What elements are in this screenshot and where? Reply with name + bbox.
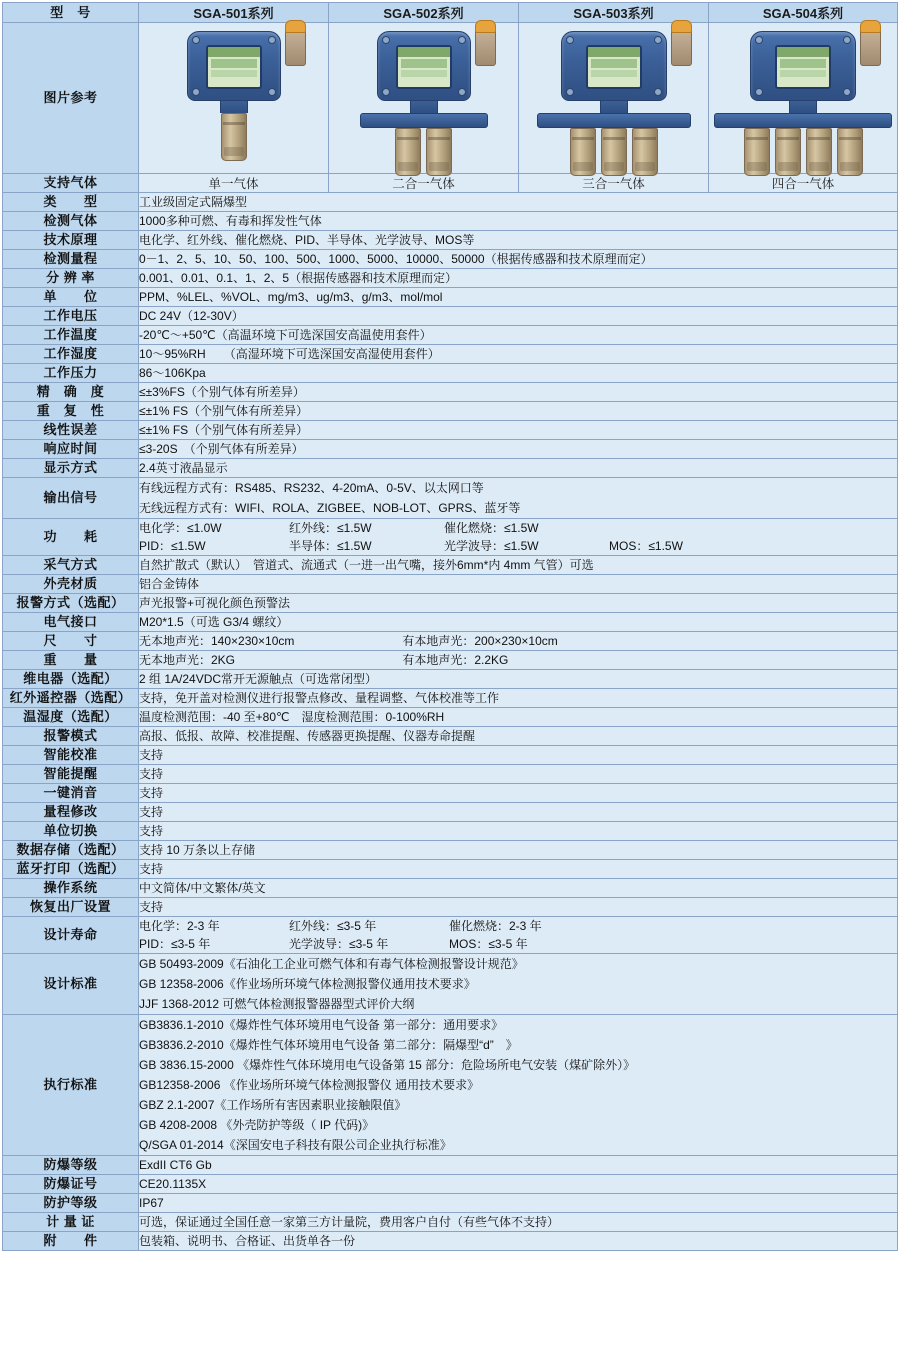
table-row-exec-standard bbox=[3, 1015, 898, 1156]
power-electrochemical: 电化学：≤1.0W bbox=[139, 521, 222, 535]
row-value: ≤±1% FS（个别气体有所差异） bbox=[139, 421, 898, 440]
table-row bbox=[3, 212, 898, 231]
alarm-beacon-icon bbox=[475, 28, 496, 66]
row-value: 支持 bbox=[139, 746, 898, 765]
table-row bbox=[3, 440, 898, 459]
row-label: 显示方式 bbox=[3, 459, 139, 478]
table-row-model bbox=[3, 3, 898, 23]
table-row-images bbox=[3, 23, 898, 174]
table-row bbox=[3, 193, 898, 212]
table-row bbox=[3, 613, 898, 632]
life-electrochemical: 电化学：2-3 年 bbox=[139, 919, 220, 933]
row-value: 高报、低报、故障、校准提醒、传感器更换提醒、仪器寿命提醒 bbox=[139, 727, 898, 746]
table-row bbox=[3, 383, 898, 402]
device-image-502 bbox=[329, 23, 519, 174]
row-value: 铝合金铸体 bbox=[139, 575, 898, 594]
detector-housing-icon bbox=[187, 31, 281, 101]
exec-standard-item: GB3836.1-2010《爆炸性气体环境用电气设备 第一部分：通用要求》 bbox=[139, 1018, 504, 1032]
row-label: 蓝牙打印（选配） bbox=[3, 860, 139, 879]
row-label: 量程修改 bbox=[3, 803, 139, 822]
power-mos: MOS：≤1.5W bbox=[609, 539, 683, 553]
table-row bbox=[3, 822, 898, 841]
table-row bbox=[3, 269, 898, 288]
row-label: 红外遥控器（选配） bbox=[3, 689, 139, 708]
row-label: 响应时间 bbox=[3, 440, 139, 459]
table-row bbox=[3, 594, 898, 613]
device-image-501 bbox=[139, 23, 329, 174]
row-label: 检测气体 bbox=[3, 212, 139, 231]
row-label: 精 确 度 bbox=[3, 383, 139, 402]
row-label: 防爆等级 bbox=[3, 1156, 139, 1175]
sensor-probe-icon bbox=[395, 128, 421, 176]
table-row bbox=[3, 860, 898, 879]
table-row-power bbox=[3, 519, 898, 556]
row-label: 分 辨 率 bbox=[3, 269, 139, 288]
row-value: M20*1.5（可选 G3/4 螺纹） bbox=[139, 613, 898, 632]
row-label: 检测量程 bbox=[3, 250, 139, 269]
sensor-probe-icon bbox=[806, 128, 832, 176]
table-row bbox=[3, 784, 898, 803]
row-value: 0－1、2、5、10、50、100、500、1000、5000、10000、50000（根据传感器和技术原理而定） bbox=[139, 250, 898, 269]
table-row-output bbox=[3, 478, 898, 519]
table-row bbox=[3, 708, 898, 727]
table-row-design-standard bbox=[3, 954, 898, 1015]
weight-no-alarm: 无本地声光：2KG bbox=[139, 653, 236, 667]
alarm-beacon-icon bbox=[671, 28, 692, 66]
row-value-design-standard bbox=[139, 954, 898, 1015]
table-row bbox=[3, 746, 898, 765]
row-value: ≤±1% FS（个别气体有所差异） bbox=[139, 402, 898, 421]
exec-standard-item: GB 4208-2008 《外壳防护等级（ IP 代码)》 bbox=[139, 1118, 375, 1132]
row-value: 支持 bbox=[139, 822, 898, 841]
power-line-1 bbox=[139, 519, 897, 537]
table-row bbox=[3, 250, 898, 269]
power-line-2 bbox=[139, 537, 897, 555]
sensor-probe-group bbox=[537, 128, 691, 176]
model-502: SGA-502系列 bbox=[329, 3, 519, 23]
exec-standard-item: Q/SGA 01-2014《深国安电子科技有限公司企业执行标准》 bbox=[139, 1138, 452, 1152]
detector-housing-icon bbox=[561, 31, 667, 101]
output-wireless: 无线远程方式有：WIFI、ROLA、ZIGBEE、NOB-LOT、GPRS、蓝牙等 bbox=[139, 501, 521, 515]
row-label: 技术原理 bbox=[3, 231, 139, 250]
row-value: 包装箱、说明书、合格证、出货单各一份 bbox=[139, 1232, 898, 1251]
power-pid: PID：≤1.5W bbox=[139, 539, 206, 553]
model-504: SGA-504系列 bbox=[709, 3, 898, 23]
row-value: 86～106Kpa bbox=[139, 364, 898, 383]
alarm-beacon-icon bbox=[285, 28, 306, 66]
exec-standard-item: GB 3836.15-2000 《爆炸性气体环境用电气设备第 15 部分：危险场所电气安装（煤矿除外）》 bbox=[139, 1058, 636, 1072]
design-standard-item: GB 50493-2009《石油化工企业可燃气体和有毒气体检测报警设计规范》 bbox=[139, 957, 524, 971]
row-value: 温度检测范围：-40 至+80℃ 湿度检测范围：0-100%RH bbox=[139, 708, 898, 727]
row-value: 电化学、红外线、催化燃烧、PID、半导体、光学波导、MOS等 bbox=[139, 231, 898, 250]
table-row bbox=[3, 1213, 898, 1232]
row-label-image: 图片参考 bbox=[3, 23, 139, 174]
row-label: 采气方式 bbox=[3, 556, 139, 575]
power-optical: 光学波导：≤1.5W bbox=[444, 539, 539, 553]
sensor-probe-icon bbox=[775, 128, 801, 176]
row-value: 2.4英寸液晶显示 bbox=[139, 459, 898, 478]
row-label: 工作湿度 bbox=[3, 345, 139, 364]
row-label-gas: 支持气体 bbox=[3, 174, 139, 193]
weight-with-alarm: 有本地声光：2.2KG bbox=[402, 653, 509, 667]
row-label-design-standard: 设计标准 bbox=[3, 954, 139, 1015]
row-value: 工业级固定式隔爆型 bbox=[139, 193, 898, 212]
table-row bbox=[3, 307, 898, 326]
row-label: 数据存储（选配） bbox=[3, 841, 139, 860]
power-semiconductor: 半导体：≤1.5W bbox=[289, 539, 372, 553]
row-value: DC 24V（12-30V） bbox=[139, 307, 898, 326]
row-value: 0.001、0.01、0.1、1、2、5（根据传感器和技术原理而定） bbox=[139, 269, 898, 288]
row-value: 2 组 1A/24VDC常开无源触点（可选常闭型） bbox=[139, 670, 898, 689]
device-image-503 bbox=[519, 23, 709, 174]
table-row bbox=[3, 1175, 898, 1194]
model-503: SGA-503系列 bbox=[519, 3, 709, 23]
row-value: 声光报警+可视化颜色预警法 bbox=[139, 594, 898, 613]
row-label: 重 复 性 bbox=[3, 402, 139, 421]
sensor-probe-icon bbox=[570, 128, 596, 176]
size-no-alarm: 无本地声光：140×230×10cm bbox=[139, 634, 295, 648]
display-screen-icon bbox=[396, 45, 452, 89]
design-standard-item: GB 12358-2006《作业场所环境气体检测报警仪通用技术要求》 bbox=[139, 977, 476, 991]
table-row bbox=[3, 1156, 898, 1175]
row-label: 温湿度（选配） bbox=[3, 708, 139, 727]
row-label: 恢复出厂设置 bbox=[3, 898, 139, 917]
row-label: 线性误差 bbox=[3, 421, 139, 440]
row-label: 工作压力 bbox=[3, 364, 139, 383]
row-value-life bbox=[139, 917, 898, 954]
row-value: 支持 bbox=[139, 898, 898, 917]
device-image-504 bbox=[709, 23, 898, 174]
spec-sheet bbox=[0, 2, 899, 1251]
row-label: 智能校准 bbox=[3, 746, 139, 765]
display-screen-icon bbox=[586, 45, 642, 89]
row-label: 工作温度 bbox=[3, 326, 139, 345]
life-line-1 bbox=[139, 917, 897, 935]
table-row bbox=[3, 727, 898, 746]
table-row-size bbox=[3, 632, 898, 651]
table-row-weight bbox=[3, 651, 898, 670]
sensor-probe-icon bbox=[837, 128, 863, 176]
row-label: 计 量 证 bbox=[3, 1213, 139, 1232]
life-optical: 光学波导：≤3-5 年 bbox=[289, 937, 389, 951]
row-value: 支持，免开盖对检测仪进行报警点修改、量程调整、气体校准等工作 bbox=[139, 689, 898, 708]
detector-housing-icon bbox=[377, 31, 471, 101]
table-row bbox=[3, 670, 898, 689]
gas-value-501: 单一气体 bbox=[139, 174, 329, 193]
table-row bbox=[3, 1194, 898, 1213]
sensor-probe-group bbox=[714, 128, 892, 176]
gas-value-504: 四合一气体 bbox=[709, 174, 898, 193]
alarm-beacon-icon bbox=[860, 28, 881, 66]
row-label: 单位切换 bbox=[3, 822, 139, 841]
sensor-probe-icon bbox=[221, 113, 247, 161]
row-label: 类 型 bbox=[3, 193, 139, 212]
sensor-probe-group bbox=[187, 113, 281, 161]
specification-table bbox=[2, 2, 898, 1251]
table-row bbox=[3, 402, 898, 421]
table-row bbox=[3, 556, 898, 575]
power-infrared: 红外线：≤1.5W bbox=[289, 521, 372, 535]
row-value-size bbox=[139, 632, 898, 651]
row-label-power: 功 耗 bbox=[3, 519, 139, 556]
model-501: SGA-501系列 bbox=[139, 3, 329, 23]
row-label: 操作系统 bbox=[3, 879, 139, 898]
row-label: 报警模式 bbox=[3, 727, 139, 746]
row-value: 支持 bbox=[139, 784, 898, 803]
table-row bbox=[3, 288, 898, 307]
row-value-exec-standard bbox=[139, 1015, 898, 1156]
row-value: 1000多种可燃、有毒和挥发性气体 bbox=[139, 212, 898, 231]
row-label: 智能提醒 bbox=[3, 765, 139, 784]
sensor-probe-group bbox=[360, 128, 488, 176]
display-screen-icon bbox=[775, 45, 831, 89]
row-value: CE20.1135X bbox=[139, 1175, 898, 1194]
table-row bbox=[3, 841, 898, 860]
table-row-life bbox=[3, 917, 898, 954]
table-row bbox=[3, 1232, 898, 1251]
row-label: 防护等级 bbox=[3, 1194, 139, 1213]
row-label-model: 型 号 bbox=[3, 3, 139, 23]
row-label: 电气接口 bbox=[3, 613, 139, 632]
row-label: 单 位 bbox=[3, 288, 139, 307]
life-catalytic: 催化燃烧：2-3 年 bbox=[449, 919, 542, 933]
life-line-2 bbox=[139, 935, 897, 953]
sensor-probe-icon bbox=[744, 128, 770, 176]
row-value: 可选，保证通过全国任意一家第三方计量院，费用客户自付（有些气体不支持） bbox=[139, 1213, 898, 1232]
row-label: 一键消音 bbox=[3, 784, 139, 803]
row-label-weight: 重 量 bbox=[3, 651, 139, 670]
gas-value-503: 三合一气体 bbox=[519, 174, 709, 193]
row-label-exec-standard: 执行标准 bbox=[3, 1015, 139, 1156]
row-value-weight bbox=[139, 651, 898, 670]
design-standard-item: JJF 1368-2012 可燃气体检测报警器器型式评价大纲 bbox=[139, 997, 415, 1011]
detector-housing-icon bbox=[750, 31, 856, 101]
row-label-output: 输出信号 bbox=[3, 478, 139, 519]
table-row bbox=[3, 879, 898, 898]
table-row bbox=[3, 345, 898, 364]
row-value: IP67 bbox=[139, 1194, 898, 1213]
sensor-probe-icon bbox=[632, 128, 658, 176]
table-row bbox=[3, 364, 898, 383]
row-value: ≤±3%FS（个别气体有所差异） bbox=[139, 383, 898, 402]
row-value: 中文简体/中文繁体/英文 bbox=[139, 879, 898, 898]
row-label: 附 件 bbox=[3, 1232, 139, 1251]
row-label: 外壳材质 bbox=[3, 575, 139, 594]
life-pid: PID：≤3-5 年 bbox=[139, 937, 211, 951]
row-label-size: 尺 寸 bbox=[3, 632, 139, 651]
row-value: PPM、%LEL、%VOL、mg/m3、ug/m3、g/m3、mol/mol bbox=[139, 288, 898, 307]
row-value: 支持 bbox=[139, 803, 898, 822]
row-value: 自然扩散式（默认） 管道式、流通式（一进一出气嘴，接外6mm*内 4mm 气管）可选 bbox=[139, 556, 898, 575]
row-value: -20℃～+50℃（高温环境下可选深国安高温使用套件） bbox=[139, 326, 898, 345]
row-value-output bbox=[139, 478, 898, 519]
row-label: 维电器（选配） bbox=[3, 670, 139, 689]
row-label: 报警方式（选配） bbox=[3, 594, 139, 613]
table-row-gas bbox=[3, 174, 898, 193]
display-screen-icon bbox=[206, 45, 262, 89]
row-value: ExdII CT6 Gb bbox=[139, 1156, 898, 1175]
row-label: 防爆证号 bbox=[3, 1175, 139, 1194]
table-row bbox=[3, 326, 898, 345]
row-value-power bbox=[139, 519, 898, 556]
table-row bbox=[3, 231, 898, 250]
row-value: ≤3-20S （个别气体有所差异） bbox=[139, 440, 898, 459]
output-wired: 有线远程方式有：RS485、RS232、4-20mA、0-5V、以太网口等 bbox=[139, 481, 484, 495]
row-label-life: 设计寿命 bbox=[3, 917, 139, 954]
size-with-alarm: 有本地声光：200×230×10cm bbox=[402, 634, 558, 648]
row-value: 支持 bbox=[139, 860, 898, 879]
table-row bbox=[3, 765, 898, 784]
table-row bbox=[3, 898, 898, 917]
table-row bbox=[3, 575, 898, 594]
row-label: 工作电压 bbox=[3, 307, 139, 326]
life-mos: MOS：≤3-5 年 bbox=[449, 937, 528, 951]
row-value: 10～95%RH （高湿环境下可选深国安高湿使用套件） bbox=[139, 345, 898, 364]
row-value: 支持 10 万条以上存储 bbox=[139, 841, 898, 860]
power-catalytic: 催化燃烧：≤1.5W bbox=[444, 521, 539, 535]
table-row bbox=[3, 803, 898, 822]
table-row bbox=[3, 689, 898, 708]
gas-value-502: 二合一气体 bbox=[329, 174, 519, 193]
exec-standard-item: GB12358-2006 《作业场所环境气体检测报警仪 通用技术要求》 bbox=[139, 1078, 480, 1092]
life-infrared: 红外线：≤3-5 年 bbox=[289, 919, 377, 933]
row-value: 支持 bbox=[139, 765, 898, 784]
table-row bbox=[3, 421, 898, 440]
exec-standard-item: GB3836.2-2010《爆炸性气体环境用电气设备 第二部分：隔爆型“d” 》 bbox=[139, 1038, 518, 1052]
sensor-probe-icon bbox=[601, 128, 627, 176]
exec-standard-item: GBZ 2.1-2007《工作场所有害因素职业接触限值》 bbox=[139, 1098, 407, 1112]
table-row bbox=[3, 459, 898, 478]
sensor-probe-icon bbox=[426, 128, 452, 176]
